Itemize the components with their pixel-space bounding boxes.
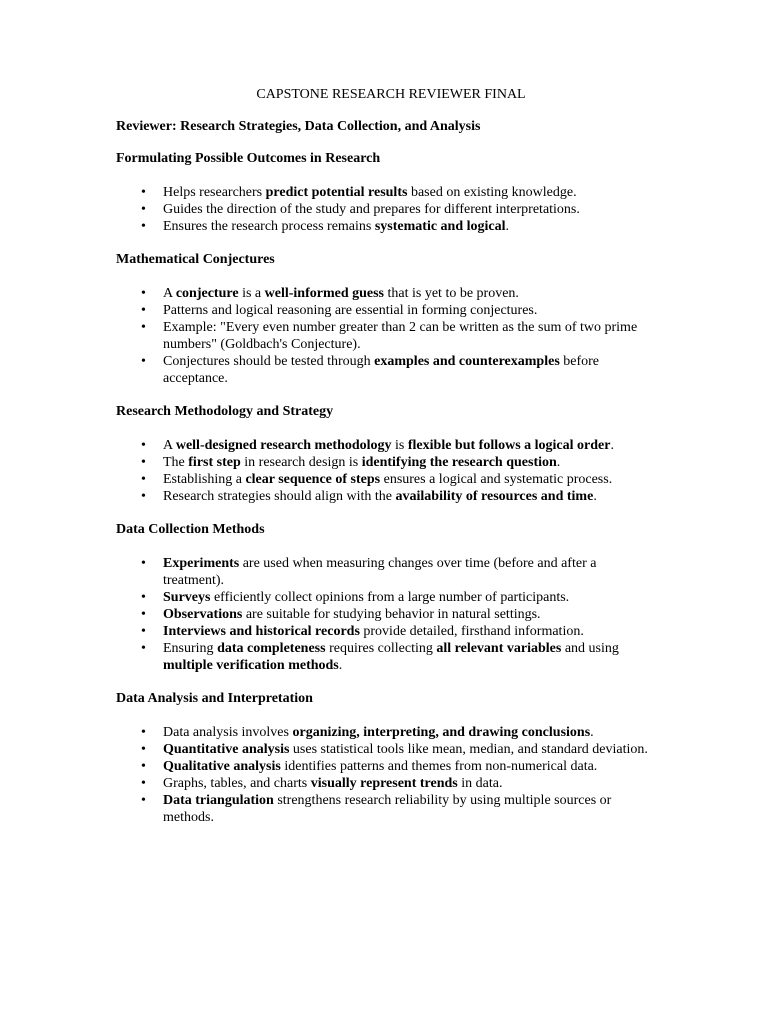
bold-text: data completeness — [217, 641, 326, 656]
text-run: A — [163, 438, 176, 453]
text-run: Ensures the research process remains — [163, 219, 375, 234]
bold-text: predict potential results — [265, 185, 408, 200]
text-run: . — [505, 219, 510, 234]
text-run: Conjectures should be tested through — [163, 354, 375, 369]
list-item — [116, 319, 656, 353]
text-run: . — [338, 658, 343, 673]
text-run: A — [163, 286, 176, 301]
bold-text: Quantitative analysis — [163, 742, 290, 757]
bold-text: Experiments — [163, 556, 240, 571]
bold-text: clear sequence of steps — [245, 472, 381, 487]
bold-text: conjecture — [175, 286, 239, 301]
text-run: . — [590, 725, 594, 740]
list-item — [116, 775, 656, 792]
text-run: are used when measuring changes over time (before and after a treatment). — [163, 556, 597, 588]
text-run: Research strategies should align with the — [163, 489, 396, 504]
bold-text: Surveys — [163, 590, 211, 605]
list-item — [116, 606, 656, 623]
list-item — [116, 437, 656, 454]
document-sections — [116, 150, 656, 826]
section-heading: Mathematical Conjectures — [116, 252, 275, 267]
document-subtitle: Reviewer: Research Strategies, Data Collection, and Analysis — [116, 119, 481, 134]
bold-text: availability of resources and time — [395, 489, 594, 504]
text-run: is a — [238, 286, 265, 301]
bold-text: examples and counterexamples — [374, 354, 560, 369]
list-item — [116, 471, 656, 488]
bold-text: multiple verification methods — [163, 658, 339, 673]
text-run: Establishing a — [163, 472, 246, 487]
bullet-list — [116, 555, 656, 674]
list-item — [116, 302, 656, 319]
list-item — [116, 201, 656, 218]
bold-text: well-informed guess — [264, 286, 385, 301]
text-run: Example: "Every even number greater than 2 can be written as the sum of two prime numbers" (Goldbach's Conjecture). — [163, 320, 638, 352]
text-run: Graphs, tables, and charts — [163, 776, 311, 791]
bullet-list — [116, 724, 656, 826]
list-item — [116, 724, 656, 741]
bold-text: Qualitative analysis — [163, 759, 281, 774]
list-item — [116, 758, 656, 775]
list-item — [116, 454, 656, 471]
section-heading: Research Methodology and Strategy — [116, 404, 334, 419]
list-item — [116, 353, 656, 387]
text-run: . — [556, 455, 561, 470]
bold-text: Interviews and historical records — [163, 624, 360, 639]
bullet-list — [116, 437, 656, 505]
text-run: The — [163, 455, 189, 470]
text-run: requires collecting — [325, 641, 437, 656]
text-run: in data. — [457, 776, 503, 791]
list-item — [116, 555, 656, 589]
text-run: and using — [561, 641, 619, 656]
text-run: uses statistical tools like mean, median, and standard deviation. — [289, 742, 648, 757]
text-run: Guides the direction of the study and prepares for different interpretations. — [163, 202, 580, 217]
text-run: in research design is — [240, 455, 362, 470]
text-run: . — [593, 489, 597, 504]
list-item — [116, 285, 656, 302]
text-run: before acceptance. — [163, 354, 600, 386]
text-run: efficiently collect opinions from a large number of participants. — [210, 590, 570, 605]
list-item — [116, 184, 656, 201]
list-item — [116, 741, 656, 758]
text-run: based on existing knowledge. — [407, 185, 577, 200]
text-run: ensures a logical and systematic process. — [380, 472, 613, 487]
section-heading: Data Collection Methods — [116, 522, 265, 537]
bold-text: Observations — [163, 607, 243, 622]
text-run: Patterns and logical reasoning are essential in forming conjectures. — [163, 303, 538, 318]
document-title: CAPSTONE RESEARCH REVIEWER FINAL — [256, 87, 526, 102]
bold-text: well-designed research methodology — [175, 438, 392, 453]
text-run: that is yet to be proven. — [384, 286, 519, 301]
document-page — [116, 86, 656, 842]
bold-text: organizing, interpreting, and drawing conclusions — [292, 725, 591, 740]
bold-text: first step — [188, 455, 241, 470]
text-run: Helps researchers — [163, 185, 266, 200]
list-item — [116, 792, 656, 826]
bullet-list — [116, 184, 656, 235]
bold-text: visually represent trends — [310, 776, 458, 791]
text-run: is — [391, 438, 408, 453]
text-run: Ensuring — [163, 641, 218, 656]
section-heading: Formulating Possible Outcomes in Research — [116, 151, 381, 166]
bullet-list — [116, 285, 656, 387]
text-run: identifies patterns and themes from non-numerical data. — [280, 759, 598, 774]
list-item — [116, 488, 656, 505]
text-run: . — [610, 438, 614, 453]
text-run: are suitable for studying behavior in natural settings. — [242, 607, 541, 622]
text-run: strengthens research reliability by using multiple sources or methods. — [163, 793, 612, 825]
bold-text: all relevant variables — [436, 641, 562, 656]
section-heading: Data Analysis and Interpretation — [116, 691, 313, 706]
list-item — [116, 640, 656, 674]
bold-text: Data triangulation — [163, 793, 274, 808]
bold-text: identifying the research question — [361, 455, 557, 470]
text-run: Data analysis involves — [163, 725, 293, 740]
bold-text: systematic and logical — [374, 219, 506, 234]
list-item — [116, 218, 656, 235]
bold-text: flexible but follows a logical order — [407, 438, 611, 453]
text-run: provide detailed, firsthand information. — [359, 624, 584, 639]
list-item — [116, 623, 656, 640]
list-item — [116, 589, 656, 606]
